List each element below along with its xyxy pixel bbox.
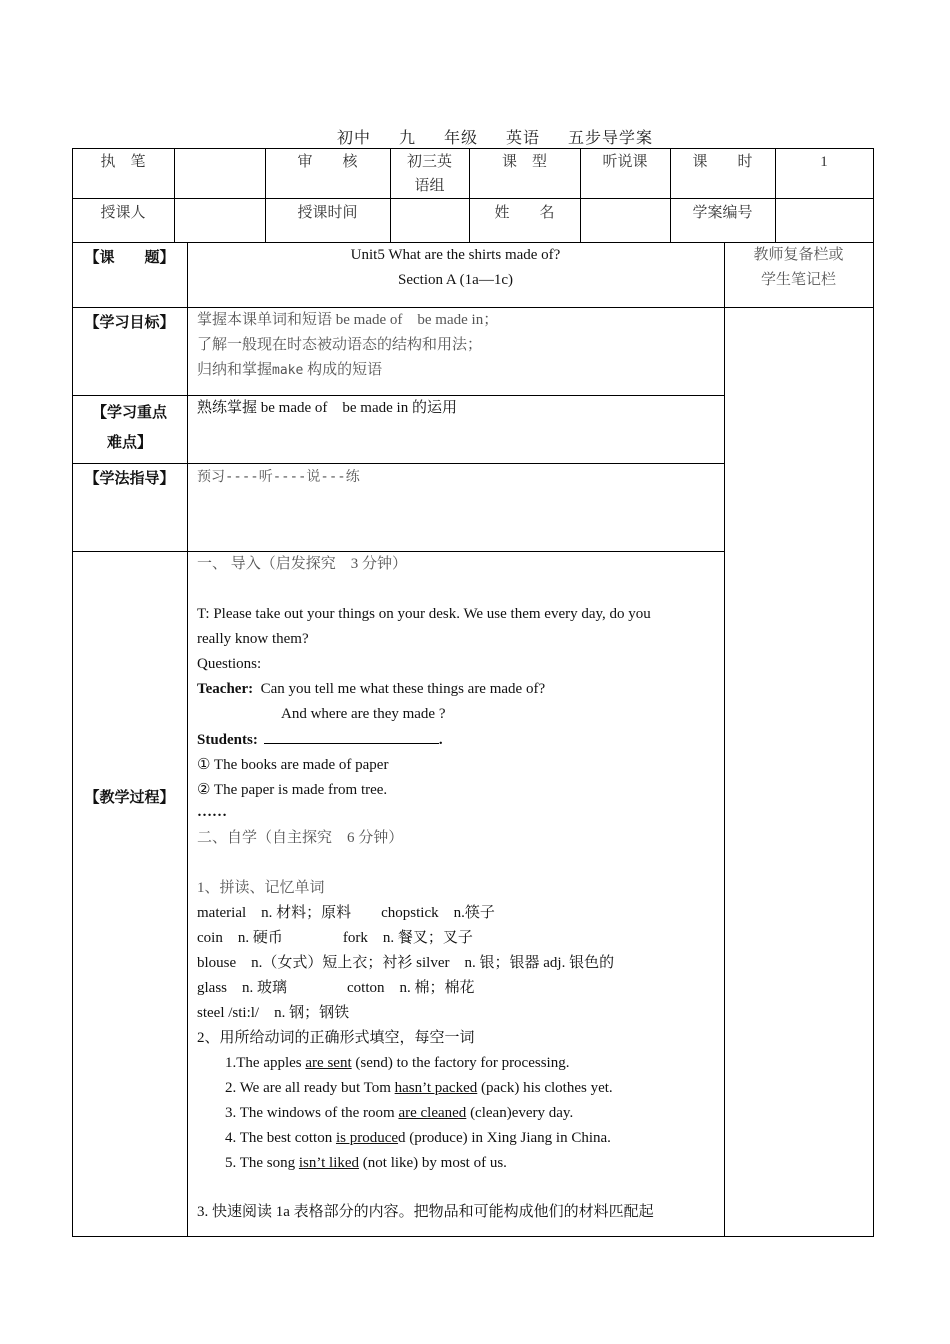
- objectives-text: [197, 308, 717, 383]
- topic-title: [187, 243, 724, 293]
- notes-line1: 教师复备栏或: [753, 247, 844, 263]
- title-grade: 九: [398, 130, 416, 147]
- time-label: 授课时间: [297, 205, 358, 221]
- teacher-question-1: Teacher: Can you tell me what these things are made of?: [197, 681, 546, 697]
- author-label: 执 笔: [100, 154, 146, 170]
- notes-line2: 学生笔记栏: [760, 272, 836, 288]
- vocab-line: blouse n.（女式）短上衣；衬衫 silver n. 银；银器 adj. 银色的: [197, 955, 615, 971]
- title-subject: 英语: [506, 130, 541, 147]
- objective-2: 了解一般现在时态被动语态的结构和用法；: [197, 337, 483, 353]
- title-grade-unit: 年级: [443, 130, 478, 147]
- teacher-instruction-line2: really know them?: [197, 631, 309, 647]
- lesson-type-value: 听说课: [602, 154, 648, 170]
- notes-column-header: [724, 243, 873, 293]
- teacher-question-2: And where are they made ?: [281, 706, 446, 722]
- section-intro-heading: 一、 导入（启发探究 3 分钟）: [197, 556, 408, 572]
- reviewer-value: [390, 150, 469, 198]
- vocab-line: glass n. 玻璃 cotton n. 棉；棉花: [197, 980, 475, 996]
- title-level: 初中: [336, 130, 371, 147]
- key-points-text: 熟练掌握 be made of be made in 的运用: [197, 400, 457, 416]
- exercise-sentence: 4. The best cotton is produced (produce) in Xing Jiang in China.: [225, 1130, 611, 1146]
- method-label: 【学法指导】: [84, 471, 175, 487]
- exercise-sentence: 3. The windows of the room are cleaned (clean)every day.: [225, 1105, 574, 1121]
- topic-line2: Section A (1a—1c): [398, 272, 513, 288]
- method-text: 预习----听----说---练: [197, 469, 360, 485]
- lesson-type-label: 课 型: [501, 154, 547, 170]
- vocab-line: material n. 材料；原料 chopstick n.筷子: [197, 905, 495, 921]
- plan-no-label: 学案编号: [692, 205, 753, 221]
- topic-line1: Unit5 What are the shirts made of?: [350, 247, 561, 263]
- fill-in-heading: 2、用所给动词的正确形式填空，每空一词: [197, 1030, 475, 1046]
- answer-example-1: ① The books are made of paper: [197, 757, 389, 773]
- topic-label: 【课 题】: [84, 250, 175, 266]
- questions-label: Questions:: [197, 656, 262, 672]
- teacher-instruction-line1: T: Please take out your things on your desk. We use them every day, do you: [197, 606, 651, 622]
- vocab-line: steel /sti:l/ n. 钢；钢铁: [197, 1005, 350, 1021]
- name-label: 姓 名: [494, 205, 555, 221]
- exercise-sentence: 1.The apples are sent (send) to the factory for processing.: [225, 1055, 570, 1071]
- objectives-label: 【学习目标】: [84, 315, 175, 331]
- vocab-heading: 1、拼读、记忆单词: [197, 880, 325, 896]
- reviewer-label: 审 核: [297, 154, 358, 170]
- reviewer-value-line1: 初三英: [406, 154, 452, 170]
- process-label: 【教学过程】: [84, 790, 175, 806]
- vocab-line: coin n. 硬币 fork n. 餐叉；叉子: [197, 930, 473, 946]
- key-points-label: 【学习重点 难点】: [91, 405, 167, 451]
- answer-blank[interactable]: [264, 727, 439, 744]
- reading-task: 3. 快速阅读 1a 表格部分的内容。把物品和可能构成他们的材料匹配起: [197, 1204, 654, 1220]
- period-value: 1: [820, 154, 828, 170]
- students-answer-line: Students: .: [197, 727, 719, 753]
- period-label: 课 时: [692, 154, 753, 170]
- objective-3: 归纳和掌握make 构成的短语: [197, 362, 383, 378]
- process-content: [197, 552, 719, 1225]
- ellipsis: ……: [197, 804, 227, 820]
- reviewer-value-line2: 语组: [414, 178, 445, 194]
- objective-1: 掌握本课单词和短语 be made of be made in；: [197, 312, 499, 328]
- exercise-sentence: 2. We are all ready but Tom hasn’t packed (pack) his clothes yet.: [225, 1080, 613, 1096]
- document-title: [0, 125, 950, 148]
- answer-example-2: ② The paper is made from tree.: [197, 782, 388, 798]
- teacher-label: 授课人: [100, 205, 146, 221]
- exercise-sentence: 5. The song isn’t liked (not like) by most of us.: [225, 1155, 507, 1171]
- title-type: 五步导学案: [568, 130, 654, 147]
- section-selfstudy-heading: 二、自学（自主探究 6 分钟）: [197, 830, 404, 846]
